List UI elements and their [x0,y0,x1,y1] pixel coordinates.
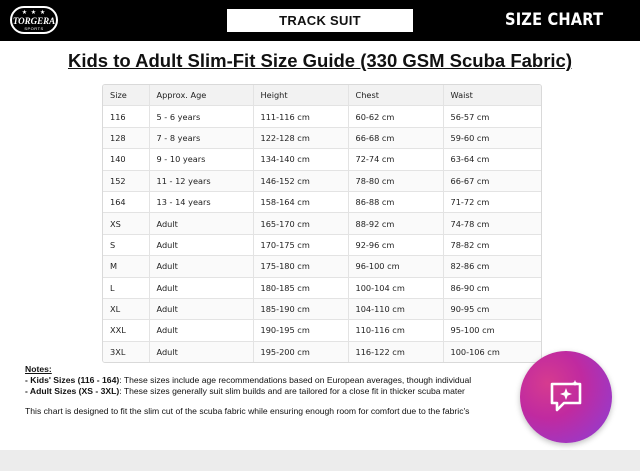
table-row [103,298,541,319]
table-row [103,213,541,234]
note-adult-text: : These sizes generally suit slim builds and are tailored for a close fit in thicker scuba mater [119,386,465,396]
cell-height: 190-195 cm [253,320,348,341]
cell-chest: 100-104 cm [348,277,443,298]
cell-size: S [103,234,149,255]
cell-age: 7 - 8 years [149,127,253,148]
cell-chest: 96-100 cm [348,256,443,277]
cell-size: XXL [103,320,149,341]
header-waist: Waist [443,85,541,106]
table-row [103,191,541,212]
ai-chat-sparkle-icon [546,377,586,417]
table-body [103,106,541,362]
cell-waist: 63-64 cm [443,149,541,170]
table-row [103,277,541,298]
cell-waist: 74-78 cm [443,213,541,234]
cell-height: 185-190 cm [253,298,348,319]
table-row [103,170,541,191]
table-header-row [103,85,541,106]
cell-age: Adult [149,213,253,234]
cell-age: 13 - 14 years [149,191,253,212]
cell-size: 128 [103,127,149,148]
cell-age: Adult [149,320,253,341]
table-row [103,320,541,341]
table-row [103,256,541,277]
cell-size: 3XL [103,341,149,362]
cell-chest: 78-80 cm [348,170,443,191]
header-age: Approx. Age [149,85,253,106]
cell-height: 165-170 cm [253,213,348,234]
cell-chest: 72-74 cm [348,149,443,170]
cell-waist: 86-90 cm [443,277,541,298]
cell-chest: 116-122 cm [348,341,443,362]
cell-height: 180-185 cm [253,277,348,298]
cell-waist: 66-67 cm [443,170,541,191]
cell-height: 170-175 cm [253,234,348,255]
cell-size: L [103,277,149,298]
cell-size: 152 [103,170,149,191]
cell-waist: 82-86 cm [443,256,541,277]
cell-chest: 104-110 cm [348,298,443,319]
cell-size: 116 [103,106,149,127]
cell-size: 140 [103,149,149,170]
cell-chest: 88-92 cm [348,213,443,234]
bottom-strip [0,450,640,471]
cell-waist: 95-100 cm [443,320,541,341]
cell-height: 146-152 cm [253,170,348,191]
table-row [103,234,541,255]
cell-waist: 90-95 cm [443,298,541,319]
note-kids-text: : These sizes include age recommendations based on European averages, though individual [119,375,472,385]
logo-stars-icon: ★ ★ ★ [21,9,47,16]
table-row [103,341,541,362]
product-label: TRACK SUIT [227,9,413,32]
note-adult-label: - Adult Sizes (XS - 3XL) [25,386,120,396]
cell-height: 134-140 cm [253,149,348,170]
table-row [103,106,541,127]
cell-chest: 60-62 cm [348,106,443,127]
cell-chest: 110-116 cm [348,320,443,341]
header-height: Height [253,85,348,106]
cell-chest: 66-68 cm [348,127,443,148]
logo-sub-text: SPORTS [24,25,44,31]
cell-height: 111-116 cm [253,106,348,127]
cell-size: 164 [103,191,149,212]
cell-age: 5 - 6 years [149,106,253,127]
cell-age: Adult [149,256,253,277]
note-kids-label: - Kids' Sizes (116 - 164) [25,375,120,385]
page-title: Kids to Adult Slim-Fit Size Guide (330 GSM Scuba Fabric) [67,50,573,71]
cell-size: XS [103,213,149,234]
cell-age: Adult [149,234,253,255]
cell-waist: 78-82 cm [443,234,541,255]
notes-heading: Notes: [25,364,52,374]
cell-age: Adult [149,298,253,319]
table-row [103,127,541,148]
cell-height: 158-164 cm [253,191,348,212]
cell-chest: 92-96 cm [348,234,443,255]
notes-closing: This chart is designed to fit the slim cut of the scuba fabric while ensuring enough room for comfort due to the fabric's [25,406,470,416]
table-row [103,149,541,170]
cell-waist: 100-106 cm [443,341,541,362]
cell-age: Adult [149,277,253,298]
size-table [102,84,542,363]
logo-brand-text: TORGERA [12,15,56,26]
cell-waist: 71-72 cm [443,191,541,212]
cell-height: 122-128 cm [253,127,348,148]
header-size: Size [103,85,149,106]
brand-logo [10,6,58,34]
cell-size: M [103,256,149,277]
ai-chat-button[interactable] [520,351,612,443]
cell-waist: 59-60 cm [443,127,541,148]
cell-chest: 86-88 cm [348,191,443,212]
cell-height: 195-200 cm [253,341,348,362]
cell-age: 11 - 12 years [149,170,253,191]
cell-age: Adult [149,341,253,362]
header-bar [0,0,640,41]
cell-height: 175-180 cm [253,256,348,277]
size-chart-label: SIZE CHART [504,10,603,30]
header-chest: Chest [348,85,443,106]
cell-waist: 56-57 cm [443,106,541,127]
cell-size: XL [103,298,149,319]
cell-age: 9 - 10 years [149,149,253,170]
